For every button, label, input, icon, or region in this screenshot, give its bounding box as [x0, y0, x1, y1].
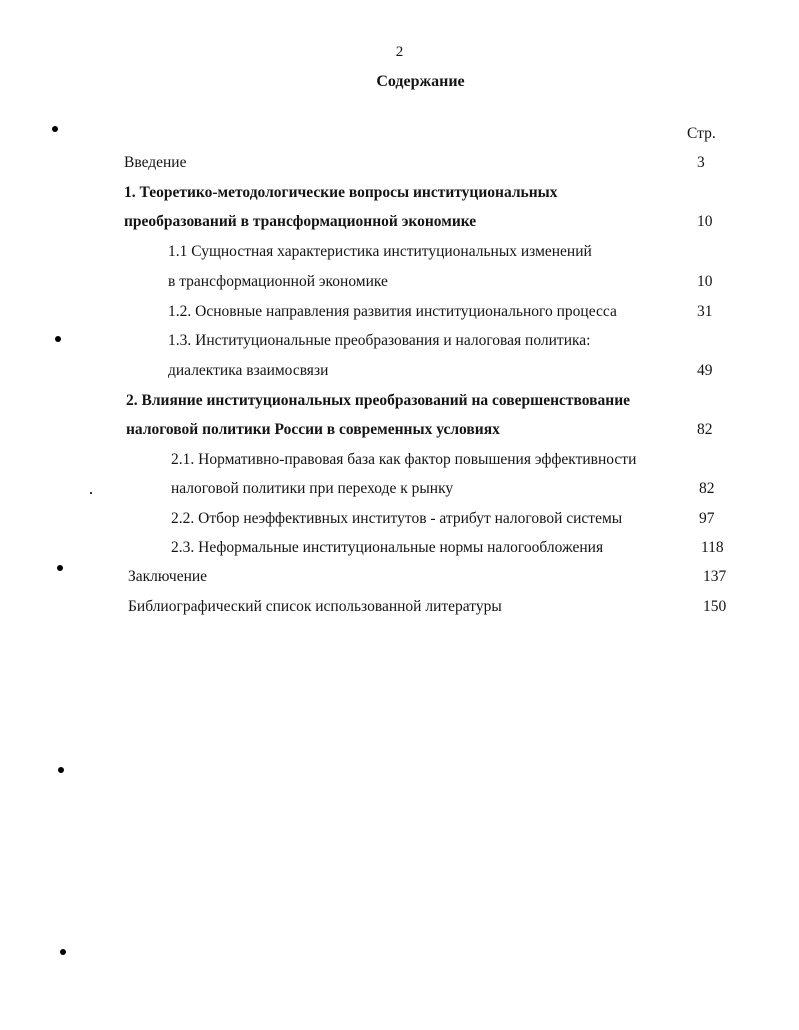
toc-page-bibliography: 150: [703, 598, 727, 615]
toc-page-section-2-2: 97: [699, 510, 715, 527]
toc-section-2-3: 2.3. Неформальные институциональные нормы налогообложения: [171, 539, 604, 556]
toc-page-intro: 3: [697, 154, 705, 171]
scan-mark-dot: [55, 336, 61, 342]
toc-page-section-1-1: 10: [697, 273, 713, 290]
toc-page-section-2-1: 82: [699, 480, 715, 497]
toc-section-2-1-line1: 2.1. Нормативно-правовая база как фактор повышения эффективности: [171, 451, 637, 468]
toc-chapter-1-line1: 1. Теоретико-методологические вопросы институциональных: [124, 184, 558, 201]
page-title: Содержание: [376, 73, 465, 90]
scan-mark-dot: [58, 767, 64, 773]
toc-section-2-1-line2: налоговой политики при переходе к рынку: [171, 480, 454, 497]
page-column-header: Стр.: [687, 125, 716, 142]
toc-chapter-2-line2: налоговой политики России в современных условиях: [126, 421, 500, 438]
scan-mark-dot: [60, 949, 66, 955]
toc-page-section-1-3: 49: [697, 362, 713, 379]
toc-entry-bibliography: Библиографический список использованной литературы: [128, 598, 502, 615]
toc-page-section-1-2: 31: [697, 303, 713, 320]
toc-section-2-2: 2.2. Отбор неэффективных институтов - атрибут налоговой системы: [171, 510, 623, 527]
toc-chapter-2-line1: 2. Влияние институциональных преобразований на совершенствование: [126, 392, 631, 409]
toc-section-1-3-line2: диалектика взаимосвязи: [168, 362, 329, 379]
toc-entry-intro: Введение: [124, 154, 187, 171]
scan-speck: [90, 492, 92, 494]
toc-section-1-1-line1: 1.1 Сущностная характеристика институциональных изменений: [168, 243, 592, 260]
toc-section-1-3-line1: 1.3. Институциональные преобразования и налоговая политика:: [168, 332, 591, 349]
scan-mark-dot: [57, 565, 63, 571]
toc-page-section-2-3: 118: [701, 539, 724, 556]
toc-page-chapter-1: 10: [697, 213, 713, 230]
toc-entry-conclusion: Заключение: [128, 568, 208, 585]
toc-section-1-2: 1.2. Основные направления развития институционального процесса: [168, 303, 617, 320]
toc-page-chapter-2: 82: [697, 421, 713, 438]
toc-page-conclusion: 137: [703, 568, 727, 585]
page-number: 2: [395, 44, 404, 60]
scan-mark-dot: [52, 126, 58, 132]
toc-chapter-1-line2: преобразований в трансформационной экономике: [124, 213, 477, 230]
toc-section-1-1-line2: в трансформационной экономике: [168, 273, 388, 290]
